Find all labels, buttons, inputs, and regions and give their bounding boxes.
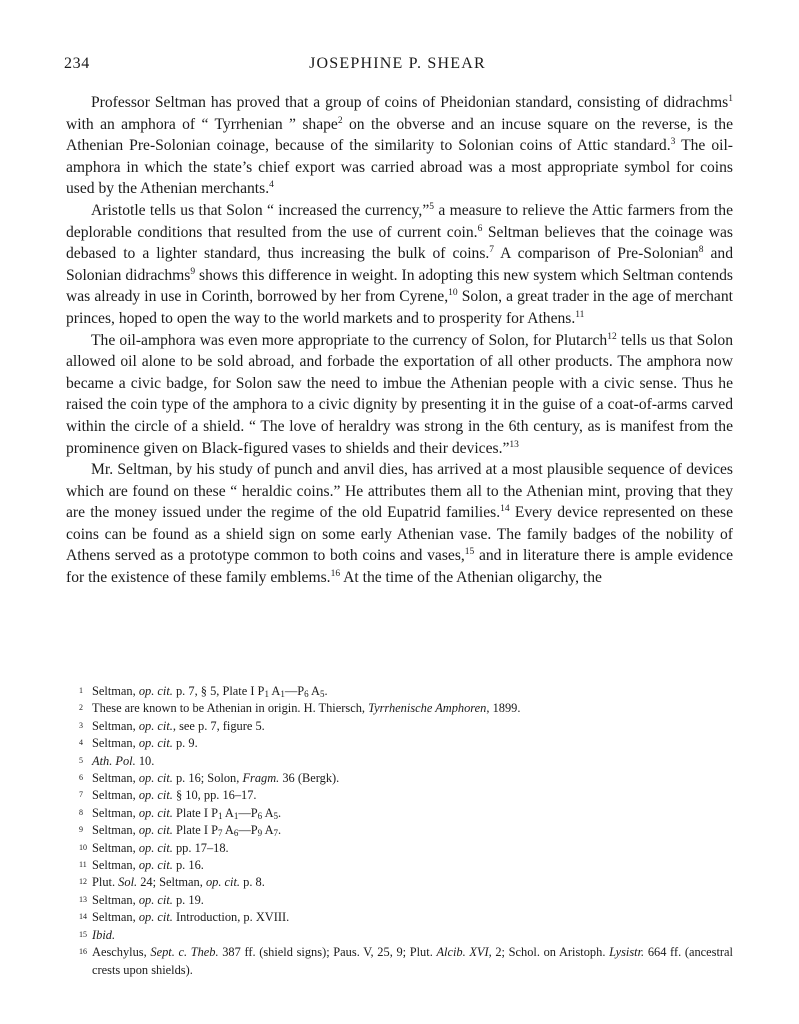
note-italic: op. cit. <box>138 805 173 820</box>
note-subscript: 5 <box>273 810 279 821</box>
text-run: Aristotle tells us that Solon “ increased the currency,” <box>91 201 430 219</box>
footnote-11 <box>66 857 733 874</box>
note-italic: Sol. <box>118 875 138 890</box>
footnote-5 <box>66 753 733 770</box>
body-text <box>66 92 733 589</box>
footnote-ref: 4 <box>269 180 274 191</box>
text-run: A comparison of Pre-Solonian <box>494 245 699 263</box>
note-text: A <box>222 805 234 820</box>
note-subscript: 1 <box>280 689 285 699</box>
footnote-10 <box>66 840 733 857</box>
note-text: p. 9. <box>172 736 198 751</box>
note-text: 664 ff. (ancestral crests upon shields). <box>92 945 733 977</box>
footnote-number: 13 <box>79 894 87 904</box>
footnote-number: 6 <box>79 773 83 783</box>
footnote-number: 12 <box>79 877 87 887</box>
note-italic: Alcib. XVI, <box>436 945 492 960</box>
note-text: p. 19. <box>172 892 204 907</box>
footnote-number: 8 <box>79 807 83 817</box>
text-run: Seltman believes that the coinage was debased to a lighter standard, thus increasing the bulk of coins. <box>66 223 734 263</box>
note-text: —P <box>238 805 258 820</box>
footnote-number: 5 <box>79 755 83 765</box>
paragraph-3 <box>66 330 733 460</box>
text-run: The oil-amphora in which the state’s chief export was carried abroad was a most appropriate symbol for coins used by the Athenian merchants. <box>66 137 734 198</box>
note-subscript: 5 <box>320 689 325 699</box>
note-text: Plut. <box>92 875 119 890</box>
note-text: These are known to be Athenian in origin. H. Thiersch, <box>92 701 369 716</box>
note-italic: Ath. Pol. <box>92 753 136 768</box>
note-text: Seltman, <box>92 910 139 925</box>
note-text: 24; Seltman, <box>137 875 206 890</box>
note-text: A <box>262 805 274 820</box>
footnote-number: 15 <box>79 929 87 939</box>
note-text: Seltman, <box>92 805 139 820</box>
paragraph-2 <box>66 200 733 330</box>
note-italic: op. cit. <box>138 684 173 698</box>
note-text: p. 16; Solon, <box>172 771 243 786</box>
text-run: and Solonian didrachms <box>66 245 733 284</box>
note-subscript: 6 <box>304 689 309 699</box>
text-run: At the time of the Athenian oligarchy, the <box>340 569 602 587</box>
footnote-4 <box>66 735 733 752</box>
note-italic: op. cit. <box>205 875 241 890</box>
footnote-14 <box>66 909 733 926</box>
text-run: with an amphora of “ Tyrrhenian ” shape <box>66 115 338 133</box>
footnote-number: 4 <box>79 738 83 748</box>
note-text: Aeschylus, <box>92 945 151 960</box>
text-run: and in literature there is ample evidence for the existence of these family emblems. <box>66 547 733 587</box>
note-text: A <box>268 684 281 698</box>
note-text: A <box>222 823 234 838</box>
text-run: The oil-amphora was even more appropriate to the currency of Solon, for Plutarch <box>91 331 608 349</box>
note-subscript: 1 <box>233 810 239 821</box>
note-text: Seltman, <box>92 718 139 733</box>
note-text: Seltman, <box>92 892 139 907</box>
note-text: —P <box>284 684 305 698</box>
paragraph-1 <box>66 92 733 200</box>
note-italic: Sept. c. Theb. <box>150 945 219 960</box>
footnote-16 <box>66 944 733 979</box>
footnote-ref: 7 <box>489 245 495 256</box>
footnote-8 <box>66 805 733 822</box>
footnote-number: 10 <box>79 842 87 852</box>
note-text: , 1899. <box>486 701 521 716</box>
note-text: . <box>324 684 328 698</box>
paragraph-4 <box>66 459 733 589</box>
note-text: p. 8. <box>240 875 265 890</box>
page-number: 234 <box>64 55 90 72</box>
note-text: Seltman, <box>92 858 139 873</box>
note-subscript: 6 <box>257 810 263 821</box>
footnote-6 <box>66 770 733 787</box>
note-text: —P <box>238 823 258 838</box>
footnote-number: 14 <box>79 912 87 922</box>
footnote-number: 7 <box>79 790 83 800</box>
text-run: tells us that Solon allowed oil alone to be sold abroad, and forbade the exportation of all other products. The amphora now became a civic badge, for Solon saw the need to imbue the Athenian people with a civic sense. Thus he raised the coin type of the amphora to a civic dignity by presenting it in the guise of a coat-of-arms carved within the circle of a shield. “ The love of heraldry was strong in the 6th century, as is manifest from the prominence given on Black-figured vases to shields and their devices.” <box>66 331 733 457</box>
note-subscript: 7 <box>217 828 223 839</box>
footnote-number: 16 <box>79 947 87 957</box>
note-text: 10. <box>135 753 155 768</box>
text-run: Solon, a great trader in the age of merchant princes, hoped to open the way to the world markets and to prosperity for Athens. <box>66 288 733 327</box>
note-text: . <box>278 805 282 820</box>
footnote-ref: 13 <box>509 439 519 450</box>
footnote-ref: 6 <box>477 223 483 234</box>
footnote-ref: 5 <box>429 201 434 212</box>
note-text: § 10, pp. 16–17. <box>172 788 257 803</box>
text-run: a measure to relieve the Attic farmers from the deplorable conditions that resulted from the use of current coin. <box>66 201 733 241</box>
note-text: 2; Schol. on Aristoph. <box>491 945 610 960</box>
note-text: 387 ff. (shield signs); Paus. V, 25, 9; Plut. <box>218 945 437 960</box>
footnote-ref: 15 <box>464 547 475 558</box>
footnote-ref: 8 <box>698 245 704 256</box>
footnote-15 <box>66 927 733 944</box>
footnote-7 <box>66 787 733 804</box>
note-italic: op. cit. <box>138 840 173 855</box>
note-italic: op. cit. <box>138 910 173 925</box>
note-text: A <box>262 823 274 838</box>
note-text: Seltman, <box>92 684 139 698</box>
text-run: on the obverse and an incuse square on the reverse, is the Athenian Pre-Solonian coinage, because of the similarity to Solonian coins of Attic standard. <box>66 115 734 155</box>
note-text: Plate I P <box>172 805 218 820</box>
text-run: shows this difference in weight. In adopting this new system which Seltman contends was already in use in Corinth, borrowed by her from Cyrene, <box>66 266 733 306</box>
note-text: Seltman, <box>92 823 139 838</box>
note-italic: Ibid. <box>92 927 116 942</box>
note-subscript: 1 <box>264 689 269 699</box>
footnote-number: 11 <box>79 860 87 870</box>
footnote-3 <box>66 718 733 735</box>
note-text: 36 (Bergk). <box>279 771 340 786</box>
note-text: , see p. 7, figure 5. <box>172 718 265 733</box>
footnote-number: 3 <box>79 720 83 730</box>
note-italic: op. cit. <box>138 718 173 733</box>
note-italic: Tyrrhenische Amphoren <box>368 701 487 716</box>
footnote-ref: 14 <box>500 504 510 515</box>
note-text: pp. 17–18. <box>172 840 229 855</box>
note-italic: op. cit. <box>138 736 173 751</box>
footnote-2 <box>66 700 733 717</box>
footnote-ref: 1 <box>728 94 733 104</box>
footnote-number: 1 <box>79 686 83 695</box>
note-subscript: 1 <box>217 810 223 821</box>
note-text: Seltman, <box>92 788 139 803</box>
text-run: Every device represented on these coins can be found as a shield sign on some early Athenian vase. The family badges of the nobility of Athens served as a prototype common to both coins and vases, <box>66 504 733 565</box>
footnote-13 <box>66 892 733 909</box>
note-text: Introduction, p. XVIII. <box>172 910 290 925</box>
footnote-ref: 2 <box>337 115 343 126</box>
footnote-ref: 10 <box>448 288 458 299</box>
text-run: Professor Seltman has proved that a group of coins of Pheidonian standard, consisting of didrachms <box>91 94 729 111</box>
note-text: . <box>278 823 282 838</box>
note-italic: op. cit. <box>138 892 173 907</box>
note-text: Seltman, <box>92 771 139 786</box>
note-italic: op. cit. <box>138 858 173 873</box>
note-text: Seltman, <box>92 736 139 751</box>
note-text: p. 16. <box>172 858 204 873</box>
note-subscript: 6 <box>233 828 239 839</box>
note-italic: op. cit. <box>138 788 173 803</box>
note-text: A <box>308 684 320 698</box>
footnote-ref: 3 <box>670 137 676 148</box>
footnote-9 <box>66 822 733 839</box>
footnote-number: 2 <box>79 703 83 713</box>
running-head: JOSEPHINE P. SHEAR <box>309 55 486 72</box>
note-subscript: 7 <box>273 828 279 839</box>
footnote-ref: 16 <box>330 569 341 580</box>
footnote-12 <box>66 874 733 891</box>
footnote-1 <box>66 683 733 700</box>
note-text: Plate I P <box>172 823 218 838</box>
note-italic: Fragm. <box>242 771 280 786</box>
note-text: Seltman, <box>92 840 139 855</box>
note-subscript: 9 <box>257 828 263 839</box>
note-italic: op. cit. <box>138 823 173 838</box>
footnote-number: 9 <box>79 825 83 835</box>
footnote-ref: 9 <box>190 266 196 277</box>
note-italic: op. cit. <box>138 771 173 786</box>
text-run: Mr. Seltman, by his study of punch and anvil dies, has arrived at a most plausible sequence of devices which are found on these “ heraldic coins.” He attributes them all to the Athenian mint, proving that they are the money issued under the regime of the old Eupatrid families. <box>66 461 733 522</box>
page-header <box>64 55 731 81</box>
footnote-ref: 12 <box>607 331 617 342</box>
note-text: p. 7, § 5, Plate I P <box>172 684 265 698</box>
footnotes <box>66 683 733 979</box>
footnote-ref: 11 <box>575 309 585 320</box>
note-italic: Lysistr. <box>609 945 645 960</box>
